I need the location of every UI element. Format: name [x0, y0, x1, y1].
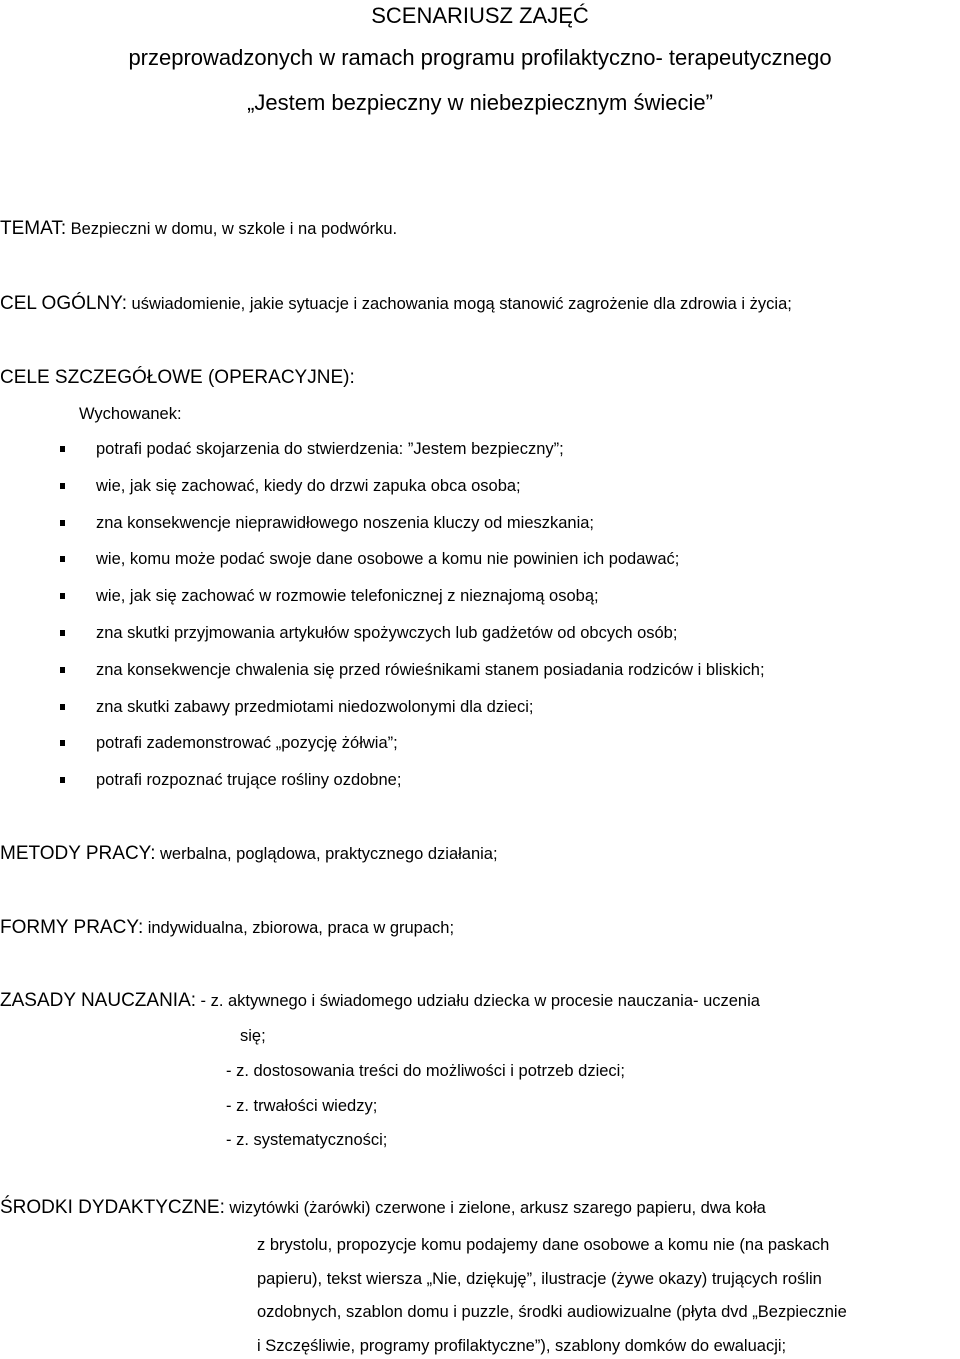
bullet-icon: [60, 777, 65, 783]
bullet-icon: [60, 483, 65, 489]
teaching-aids-line: i Szczęśliwie, programy profilaktyczne”), szablony domków do ewaluacji;: [257, 1337, 787, 1355]
document-subtitle: przeprowadzonych w ramach programu profilaktyczno- terapeutycznego: [128, 45, 832, 70]
topic-text: Bezpieczni w domu, w szkole i na podwórku.: [70, 220, 398, 238]
methods-text: werbalna, poglądowa, praktycznego działania;: [160, 845, 498, 863]
teaching-aids-line: z brystolu, propozycje komu podajemy dane osobowe a komu nie (na paskach: [257, 1236, 830, 1254]
principles-label: ZASADY NAUCZANIA:: [0, 990, 197, 1011]
principle-line-continued: się;: [240, 1027, 266, 1045]
document-title: SCENARIUSZ ZAJĘĆ: [371, 3, 589, 28]
principles-section: [0, 990, 760, 1013]
forms-label: FORMY PRACY:: [0, 917, 144, 938]
general-goal-section: [0, 293, 792, 316]
teaching-aids-label: ŚRODKI DYDAKTYCZNE:: [0, 1197, 225, 1218]
teaching-aids-line: papieru), tekst wiersza „Nie, dziękuję”, ilustracje (żywe okazy) trujących roślin: [257, 1270, 822, 1288]
principle-line: - z. systematyczności;: [226, 1131, 388, 1149]
teaching-aids-line: ozdobnych, szablon domu i puzzle, środki audiowizualne (płyta dvd „Bezpiecznie: [257, 1303, 847, 1321]
methods-label: METODY PRACY:: [0, 843, 156, 864]
forms-text: indywidualna, zbiorowa, praca w grupach;: [147, 919, 455, 937]
teaching-aids-line: wizytówki (żarówki) czerwone i zielone, arkusz szarego papieru, dwa koła: [229, 1199, 766, 1217]
topic-label: TEMAT:: [0, 218, 67, 239]
document-page: SCENARIUSZ ZAJĘĆ przeprowadzonych w ramach programu profilaktyczno- terapeutycznego „Jestem bezpieczny w niebezpiecznym świecie” TEMAT: Bezpieczni w domu, w szkole i na podwórku. CEL OGÓLNY: uświadomienie, jakie sytuacje i zachowania mogą stanowić zagrożenie dla zdrowia i życia; CELE SZCZEGÓŁOWE (OPERACYJNE): Wychowanek: potrafi podać skojarzenia do stwierdzenia: ”Jestem bezpieczny”; wie, jak się zachować, kiedy do drzwi zapuka obca osoba; zna konsekwencje nieprawidłowego noszenia kluczy od mieszkania; wie, komu może podać swoje dane osobowe a komu nie powinien ich podawać; wie, jak się zachować w rozmowie telefonicznej z nieznajomą osobą; zna skutki przyjmowania artykułów spożywczych lub gadżetów od obcych osób; zna konsekwencje chwalenia się przed rówieśnikami stanem posiadania rodziców i bliskich; zna skutki zabawy przedmiotami niedozwolonymi dla dzieci; potrafi zademonstrować „pozycję żółwia”; potrafi rozpoznać trujące rośliny ozdobne; METODY PRACY: werbalna, poglądowa, praktycznego działania; FORMY PRACY: indywidualna, zbiorowa, praca w grupach; ZASADY NAUCZANIA: - z. aktywnego i świadomego udziału dziecka w procesie nauczania- uczenia się; - z. dostosowania treści do możliwości i potrzeb dzieci; - z. trwałości wiedzy; - z. systematyczności; ŚRODKI DYDAKTYCZNE: wizytówki (żarówki) czerwone i zielone, arkusz szarego papieru, dwa koła z brystolu, propozycje komu podajemy dane osobowe a komu nie (na paskach papieru), tekst wiersza „Nie, dziękuję”, ilustracje (żywe okazy) trujących roślin ozdobnych, szablon domu i puzzle, środki audiowizualne (płyta dvd „Bezpiecznie i Szczęśliwie, programy profilaktyczne”), szablony domków do ewaluacji;: [0, 0, 960, 1359]
bullet-icon: [60, 740, 65, 746]
bullet-icon: [60, 667, 65, 673]
bullet-icon: [60, 446, 65, 452]
bullet-icon: [60, 520, 65, 526]
specific-goals-label: CELE SZCZEGÓŁOWE (OPERACYJNE):: [0, 367, 355, 388]
bullet-icon: [60, 630, 65, 636]
bullet-icon: [60, 556, 65, 562]
methods-section: [0, 843, 498, 866]
topic-section: [0, 218, 397, 241]
bullet-icon: [60, 593, 65, 599]
principle-line: - z. trwałości wiedzy;: [226, 1097, 378, 1115]
bullet-icon: [60, 704, 65, 710]
specific-goals-heading: [0, 367, 355, 390]
forms-section: [0, 917, 454, 940]
program-name: „Jestem bezpieczny w niebezpiecznym świecie”: [247, 90, 713, 115]
general-goal-text: uświadomienie, jakie sytuacje i zachowania mogą stanowić zagrożenie dla zdrowia i życia;: [131, 295, 792, 313]
teaching-aids-section: [0, 1197, 766, 1220]
principle-line: - z. dostosowania treści do możliwości i potrzeb dzieci;: [226, 1062, 625, 1080]
principle-line: - z. aktywnego i świadomego udziału dziecka w procesie nauczania- uczenia: [200, 992, 760, 1010]
pupil-label: Wychowanek:: [79, 405, 182, 423]
general-goal-label: CEL OGÓLNY:: [0, 293, 128, 314]
